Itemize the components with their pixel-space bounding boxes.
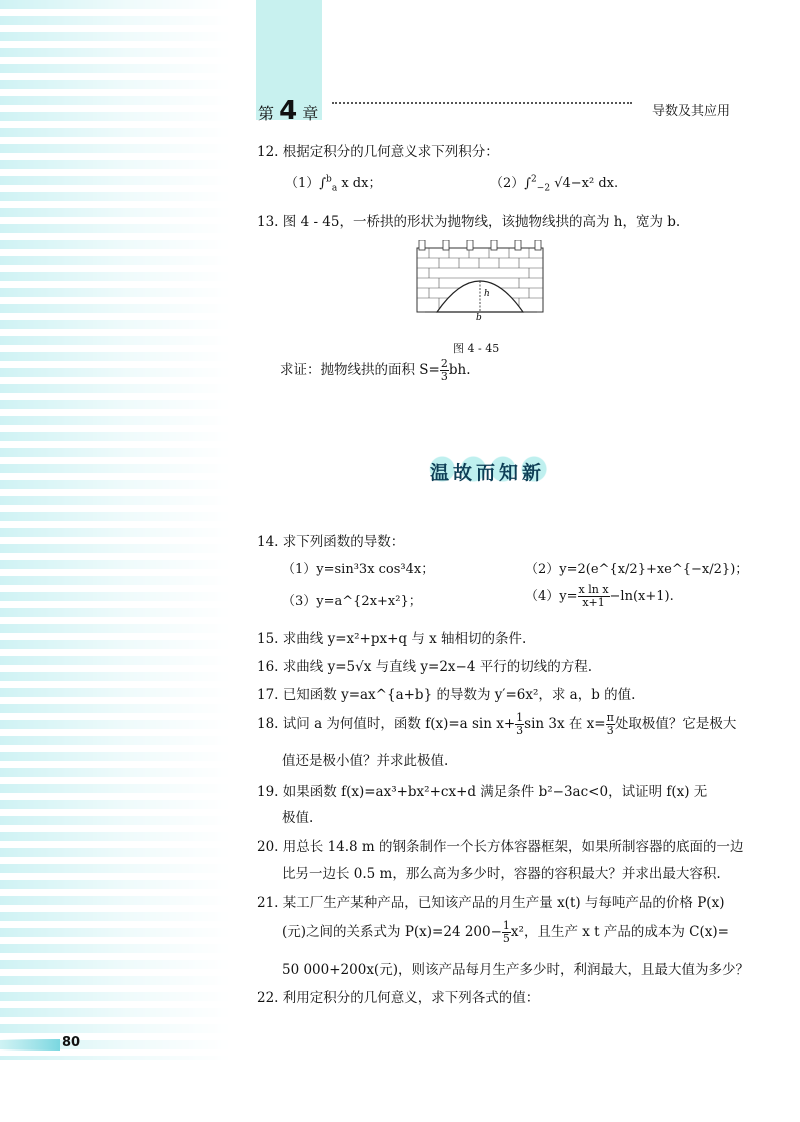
q12-part1 — [285, 172, 381, 194]
upper-limit: 2 — [531, 174, 537, 185]
chapter-number: 4 — [279, 96, 298, 126]
question-number: 19. — [257, 784, 279, 800]
question-text: 某工厂生产某种产品，已知该产品的月生产量 x(t) 与每吨产品的价格 P(x) — [282, 895, 725, 911]
chapter-label — [258, 96, 318, 126]
question-text: 已知函数 y=ax^{a+b} 的导数为 y′=6x²，求 a，b 的值. — [282, 687, 636, 703]
denominator: 5 — [502, 932, 510, 945]
question-21 — [257, 891, 724, 911]
question-number: 21. — [257, 895, 279, 911]
numerator: 1 — [516, 711, 524, 724]
height-label: h — [484, 289, 490, 299]
upper-limit: b — [326, 174, 332, 185]
q14-part1: （1）y=sin³3x cos³4x； — [282, 562, 435, 577]
question-number: 12. — [257, 144, 279, 160]
denominator: 3 — [516, 724, 524, 737]
question-number: 15. — [257, 631, 279, 647]
question-12 — [257, 140, 499, 160]
page-number: 80 — [62, 1035, 81, 1050]
question-14 — [257, 530, 404, 550]
question-number: 17. — [257, 687, 279, 703]
fraction — [578, 584, 610, 609]
page-header — [258, 94, 730, 126]
chapter-title: 导数及其应用 — [651, 104, 730, 119]
question-19-line2: 极值. — [282, 810, 314, 826]
proof-text: 求证：抛物线拱的面积 S= — [280, 362, 440, 378]
text-c: 处取极值？它是极大 — [614, 716, 737, 732]
proof-end: bh. — [448, 362, 471, 378]
question-number: 18. — [257, 716, 279, 732]
question-text: 图 4 - 45，一桥拱的形状为抛物线，该抛物线拱的高为 h，宽为 b. — [282, 214, 681, 230]
numerator: 1 — [502, 919, 510, 932]
question-number: 20. — [257, 839, 279, 855]
numerator: 2 — [440, 357, 448, 370]
question-18-line2: 值还是极小值？并求此极值. — [282, 753, 449, 769]
denominator: 3 — [440, 370, 448, 383]
question-21-line3: 50 000+200x(元)，则该产品每月生产多少时，利润最大，且最大值为多少？ — [282, 962, 749, 978]
fraction — [606, 712, 615, 737]
chapter-suffix: 章 — [302, 104, 319, 123]
q14-part4 — [525, 584, 674, 609]
question-19 — [257, 780, 707, 800]
bridge-arch-figure — [415, 240, 545, 320]
question-22 — [257, 986, 539, 1006]
figure-caption: 图 4 - 45 — [453, 342, 500, 355]
page-number-bar — [0, 1039, 60, 1051]
text-b: sin 3x 在 x= — [524, 716, 606, 732]
fraction — [440, 358, 449, 383]
question-18 — [257, 712, 736, 737]
question-13 — [257, 210, 680, 230]
q14-part2: （2）y=2(e^{x/2}+xe^{−x/2})； — [525, 562, 749, 577]
numerator: π — [606, 711, 614, 724]
q13-proof — [280, 358, 471, 383]
question-number: 14. — [257, 534, 279, 550]
question-17 — [257, 683, 635, 703]
fraction — [515, 712, 524, 737]
lower-limit: −2 — [536, 183, 551, 194]
question-20-line2: 比另一边长 0.5 m，那么高为多少时，容器的容积最大？并求出最大容积. — [282, 866, 721, 882]
part-tail: −ln(x+1). — [609, 589, 674, 604]
denominator: 3 — [606, 724, 614, 737]
question-21-line2 — [282, 920, 729, 945]
part-label: （4）y= — [525, 589, 578, 604]
width-label: b — [476, 313, 482, 320]
question-16 — [257, 655, 592, 675]
decorative-stripes — [0, 0, 230, 1060]
lower-limit: a — [331, 183, 338, 194]
integrand: x dx； — [341, 176, 382, 191]
question-text: 利用定积分的几何意义，求下列各式的值： — [282, 990, 540, 1006]
question-text: 用总长 14.8 m 的钢条制作一个长方体容器框架，如果所制容器的底面的一边 — [282, 839, 744, 855]
q14-part3: （3）y=a^{2x+x²}； — [282, 594, 422, 609]
text-b: x²，且生产 x t 产品的成本为 C(x)= — [510, 924, 729, 940]
question-text: 如果函数 f(x)=ax³+bx²+cx+d 满足条件 b²−3ac<0，试证明 f(x) 无 — [282, 784, 708, 800]
question-text: 求曲线 y=x²+px+q 与 x 轴相切的条件. — [282, 631, 527, 647]
page-number-tab — [0, 1035, 90, 1055]
question-number: 16. — [257, 659, 279, 675]
text-a: (元)之间的关系式为 P(x)=24 200− — [282, 924, 502, 940]
question-text: 求曲线 y=5√x 与直线 y=2x−4 平行的切线的方程. — [282, 659, 593, 675]
question-number: 22. — [257, 990, 279, 1006]
numerator: x ln x — [578, 583, 609, 596]
integrand: √4−x² dx. — [554, 176, 619, 191]
question-text: 根据定积分的几何意义求下列积分： — [282, 144, 499, 160]
integral-sign: （2）∫ — [490, 176, 532, 191]
section-title: 温故而知新 — [430, 458, 545, 485]
question-number: 13. — [257, 214, 279, 230]
chapter-prefix: 第 — [258, 104, 275, 123]
question-15 — [257, 627, 526, 647]
header-dots — [332, 102, 632, 104]
denominator: x+1 — [582, 596, 605, 609]
text-a: 试问 a 为何值时，函数 f(x)=a sin x+ — [282, 716, 516, 732]
q12-part2 — [490, 172, 618, 194]
fraction — [502, 920, 511, 945]
question-20 — [257, 835, 744, 855]
question-text: 求下列函数的导数： — [282, 534, 405, 550]
integral-sign: （1）∫ — [285, 176, 327, 191]
